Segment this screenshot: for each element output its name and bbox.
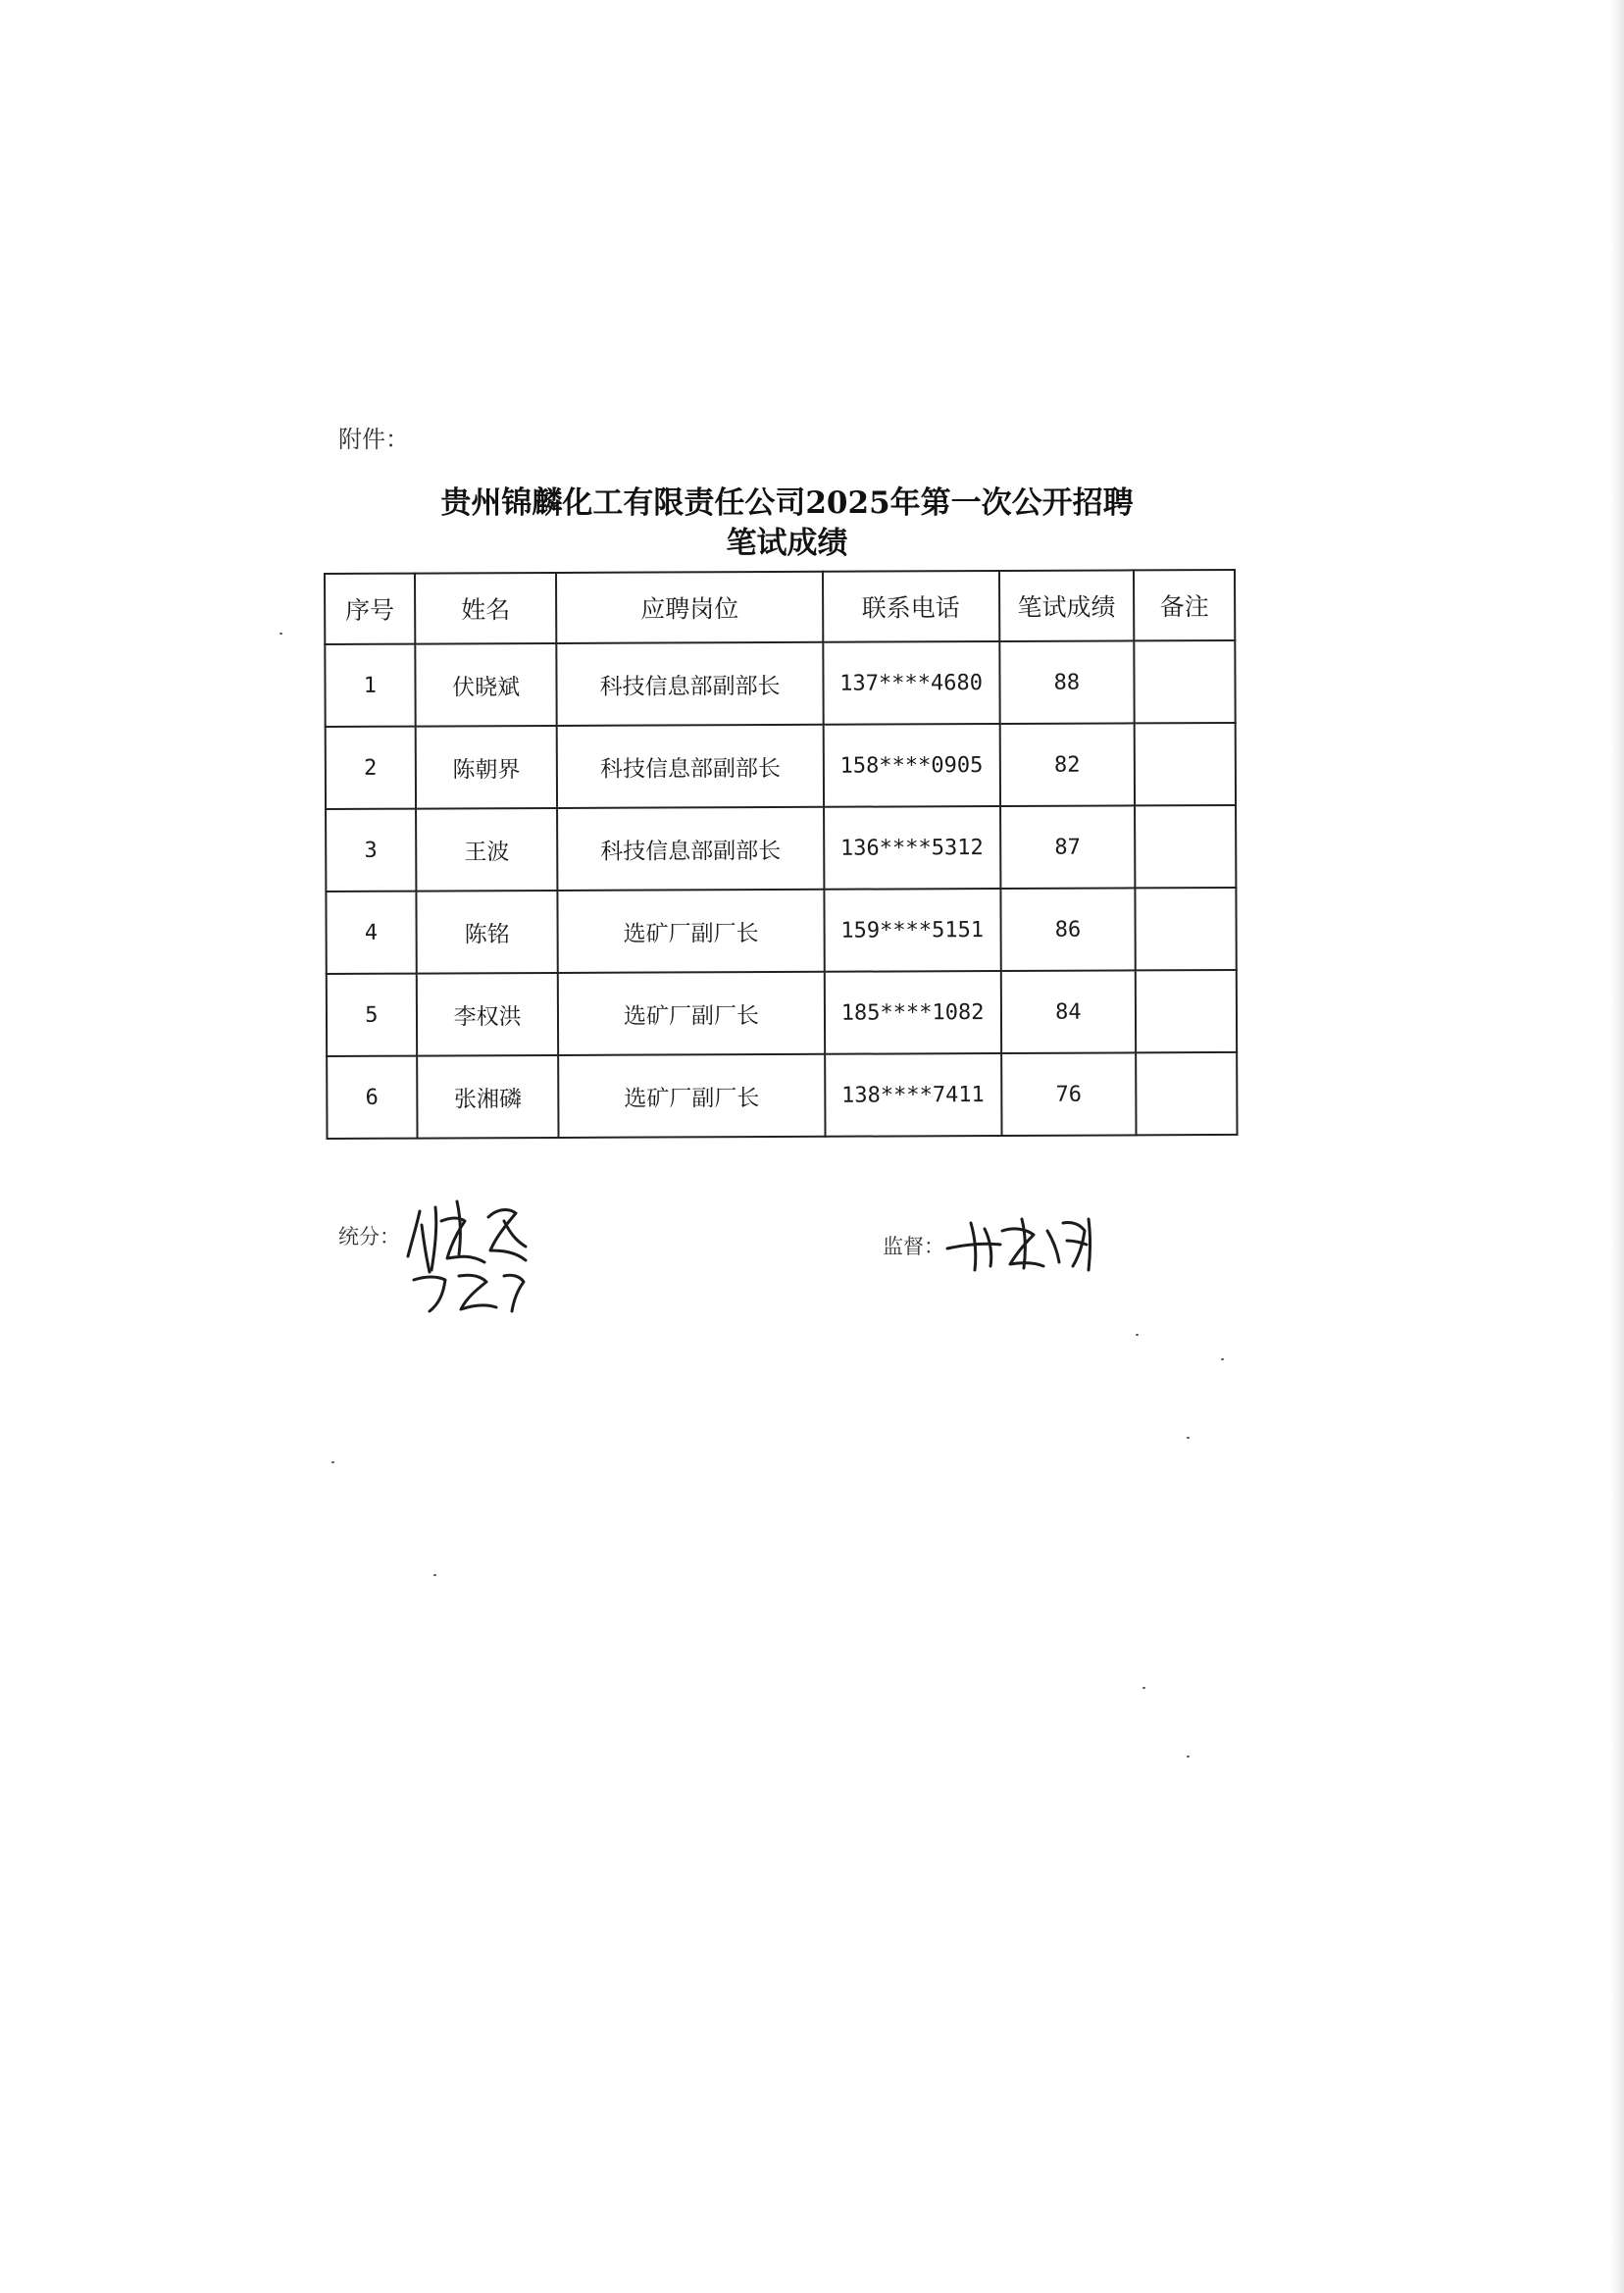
scan-edge: [1610, 0, 1624, 2293]
table-row: [326, 805, 1236, 892]
cell-score: 82: [999, 723, 1135, 806]
cell-seq: 3: [326, 809, 416, 892]
cell-name: 陈铭: [416, 891, 558, 974]
cell-remark: [1136, 1052, 1237, 1135]
scan-speck: [1187, 1756, 1190, 1758]
cell-phone: 159****5151: [824, 889, 1000, 972]
table-row: [325, 640, 1235, 727]
cell-score: 84: [1000, 970, 1136, 1053]
scan-speck: [1187, 1437, 1190, 1439]
table-row: [326, 723, 1236, 809]
attachment-label: 附件：: [338, 426, 409, 453]
supervisor-signature: [941, 1201, 1108, 1280]
cell-name: 李权洪: [417, 973, 559, 1056]
document-subtitle: 笔试成绩: [726, 526, 848, 561]
cell-remark: [1135, 723, 1236, 805]
cell-remark: [1136, 888, 1237, 970]
cell-score: 86: [1000, 888, 1136, 971]
cell-phone: 136****5312: [824, 806, 1000, 890]
cell-remark: [1135, 805, 1236, 888]
table-row: [327, 970, 1237, 1056]
supervisor-label: 监督：: [883, 1235, 944, 1258]
table-row: [326, 888, 1236, 974]
header-score: 笔试成绩: [999, 570, 1135, 641]
cell-position: 选矿厂副厂长: [558, 890, 825, 973]
cell-score: 76: [1001, 1052, 1137, 1136]
table-row: [327, 1052, 1237, 1139]
scan-speck: [433, 1574, 436, 1576]
scores-table: [324, 569, 1239, 1140]
cell-remark: [1135, 640, 1236, 723]
cell-phone: 137****4680: [823, 641, 999, 725]
scan-speck: [279, 633, 282, 635]
cell-seq: 4: [326, 892, 416, 974]
header-remark: 备注: [1134, 570, 1235, 640]
cell-name: 张湘磷: [417, 1055, 559, 1139]
cell-remark: [1136, 970, 1237, 1052]
cell-phone: 185****1082: [824, 971, 1000, 1054]
cell-name: 王波: [416, 808, 558, 892]
cell-position: 科技信息部副部长: [557, 807, 824, 891]
header-position: 应聘岗位: [556, 572, 823, 643]
cell-phone: 158****0905: [823, 724, 999, 807]
header-seq: 序号: [325, 574, 415, 644]
cell-position: 选矿厂副厂长: [559, 1054, 826, 1138]
cell-seq: 5: [327, 974, 417, 1056]
scorer-label: 统分：: [338, 1225, 400, 1248]
scan-speck: [331, 1461, 334, 1463]
cell-seq: 2: [326, 727, 416, 809]
cell-name: 伏晓斌: [415, 643, 557, 727]
scan-speck: [1142, 1687, 1145, 1689]
header-name: 姓名: [415, 573, 557, 644]
scorer-signature: [402, 1182, 569, 1319]
cell-position: 选矿厂副厂长: [558, 972, 825, 1055]
scan-speck: [1136, 1334, 1139, 1336]
cell-seq: 6: [327, 1056, 417, 1139]
cell-score: 87: [1000, 805, 1136, 889]
cell-phone: 138****7411: [825, 1053, 1001, 1137]
cell-position: 科技信息部副部长: [557, 725, 824, 808]
header-phone: 联系电话: [823, 571, 999, 642]
table-header-row: [325, 570, 1235, 644]
scan-speck: [1221, 1358, 1224, 1360]
cell-name: 陈朝界: [415, 726, 557, 809]
document-title: 贵州锦麟化工有限责任公司2025年第一次公开招聘: [440, 485, 1134, 521]
cell-position: 科技信息部副部长: [557, 642, 824, 726]
cell-score: 88: [999, 640, 1135, 724]
cell-seq: 1: [325, 644, 415, 727]
